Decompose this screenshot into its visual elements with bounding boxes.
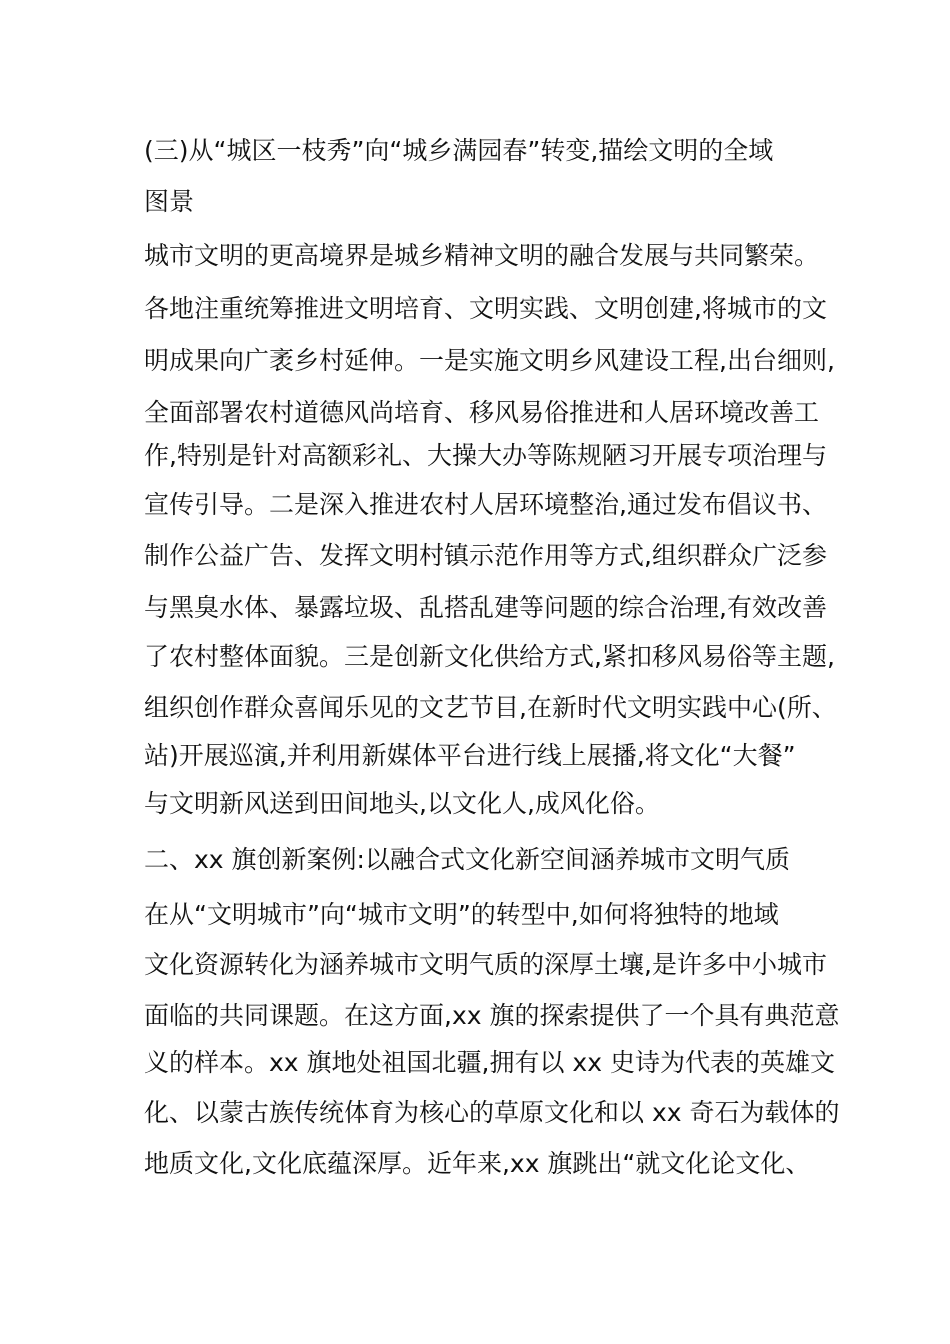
paragraph-line: 站)开展巡演,并利用新媒体平台进行线上展播,将文化“大餐” bbox=[144, 741, 796, 770]
paragraph-line: 制作公益广告、发挥文明村镇示范作用等方式,组织群众广泛参 bbox=[144, 541, 827, 570]
paragraph-line: 义的样本。xx 旗地处祖国北疆,拥有以 xx 史诗为代表的英雄文 bbox=[144, 1048, 835, 1077]
paragraph-line: 了农村整体面貌。三是创新文化供给方式,紧扣移风易俗等主题, bbox=[144, 642, 835, 671]
paragraph-line: 地质文化,文化底蕴深厚。近年来,xx 旗跳出“就文化论文化、 bbox=[144, 1149, 811, 1178]
paragraph-line: 全面部署农村道德风尚培育、移风易俗推进和人居环境改善工 bbox=[144, 398, 820, 427]
paragraph-line: 城市文明的更高境界是城乡精神文明的融合发展与共同繁荣。 bbox=[144, 241, 820, 270]
paragraph-line: 组织创作群众喜闻乐见的文艺节目,在新时代文明实践中心(所、 bbox=[144, 693, 837, 722]
paragraph-line: 与文明新风送到田间地头,以文化人,成风化俗。 bbox=[144, 789, 660, 818]
paragraph-line: 作,特别是针对高额彩礼、大操大办等陈规陋习开展专项治理与 bbox=[144, 441, 827, 470]
paragraph-line: 文化资源转化为涵养城市文明气质的深厚土壤,是许多中小城市 bbox=[144, 950, 827, 979]
paragraph-line: 明成果向广袤乡村延伸。一是实施文明乡风建设工程,出台细则, bbox=[144, 346, 835, 375]
paragraph-line: 与黑臭水体、暴露垃圾、乱搭乱建等问题的综合治理,有效改善 bbox=[144, 593, 827, 622]
paragraph-line: 在从“文明城市”向“城市文明”的转型中,如何将独特的地域 bbox=[144, 900, 779, 929]
paragraph-line: 化、以蒙古族传统体育为核心的草原文化和以 xx 奇石为载体的 bbox=[144, 1098, 840, 1127]
paragraph-line: 面临的共同课题。在这方面,xx 旗的探索提供了一个具有典范意 bbox=[144, 1001, 840, 1030]
section-heading: 二、xx 旗创新案例:以融合式文化新空间涵养城市文明气质 bbox=[144, 845, 790, 874]
subsection-heading-line-2: 图景 bbox=[144, 187, 195, 216]
paragraph-line: 各地注重统筹推进文明培育、文明实践、文明创建,将城市的文 bbox=[144, 294, 827, 323]
paragraph-line: 宣传引导。二是深入推进农村人居环境整治,通过发布倡议书、 bbox=[144, 490, 827, 519]
subsection-heading-line-1: (三)从“城区一枝秀”向“城乡满园春”转变,描绘文明的全域 bbox=[144, 136, 774, 165]
